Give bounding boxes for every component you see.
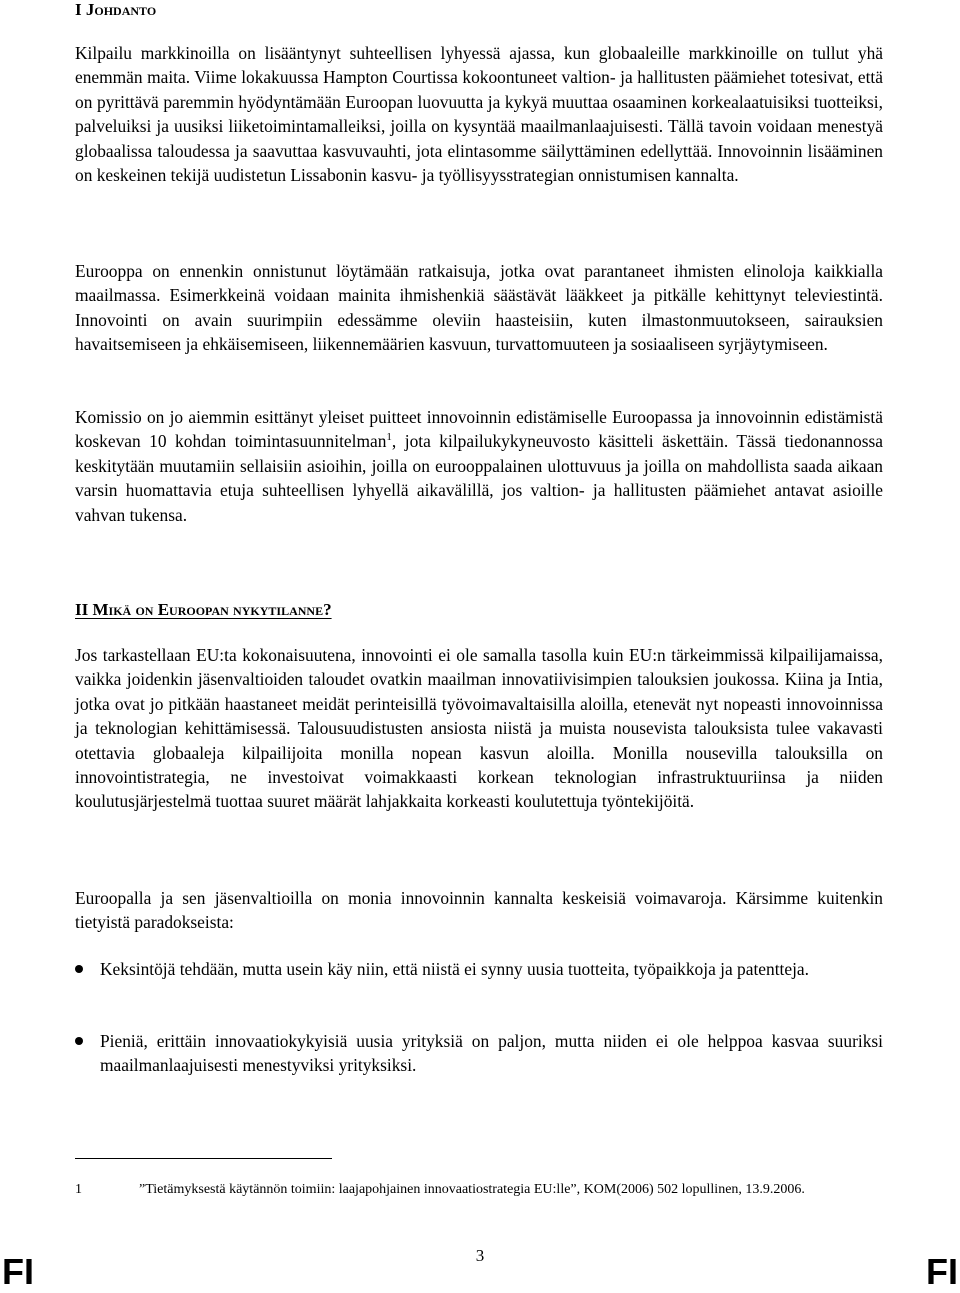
page-number: 3: [475, 1246, 485, 1265]
bullet-list-item-2: [75, 1029, 883, 1078]
footnote-divider: [75, 1158, 332, 1159]
bullet-text: Pieniä, erittäin innovaatiokykyisiä uusia yrityksiä on paljon, mutta niiden ei ole helppoa kasvaa suuriksi maailmanlaajuisesti menestyviksi yrityksiksi.: [100, 1031, 883, 1076]
paragraph-5: Euroopalla ja sen jäsenvaltioilla on monia innovoinnin kannalta keskeisiä voimavaroja. Kärsimme kuitenkin tietyistä paradokseista:: [75, 888, 883, 933]
language-code-right: FI: [926, 1251, 958, 1292]
bullet-icon: [75, 965, 83, 973]
bullet-list-item-1: [75, 957, 883, 981]
paragraph-3: [75, 405, 883, 527]
bullet-icon: [75, 1037, 83, 1045]
language-code-left: FI: [2, 1251, 34, 1292]
paragraph-3-text-before: Komissio on jo aiemmin esittänyt yleiset puitteet innovoinnin edistämiselle Euroopassa ja innovoinnin edistämistä koskevan 10 kohdan toimintasuunnitelman: [75, 407, 883, 452]
section-heading-intro: I Johdanto: [75, 0, 157, 19]
paragraph-1: Kilpailu markkinoilla on lisääntynyt suhteellisen lyhyessä ajassa, kun globaaleille markkinoille on tullut yhä enemmän maita. Viime lokakuussa Hampton Courtissa kokoontuneet valtion- ja hallitusten päämiehet totesivat, että on pyrittävä paremmin hyödyntämään Euroopan luovuutta ja kykyä muuttaa osaaminen korkealaatuisiksi tuotteiksi, palveluiksi ja uusiksi liiketoimintamalleiksi, joilla on kysyntää maailmanlaajuisesti. Tällä tavoin voidaan menestyä globaalissa taloudessa ja saavuttaa kasvuvauhti, jota elintasomme säilyttäminen edellyttää. Innovoinnin lisääminen on keskeinen tekijä uudistetun Lissabonin kasvu- ja työllisyysstrategian onnistumisen kannalta.: [75, 43, 883, 186]
list-item: [75, 957, 883, 981]
paragraph-4: Jos tarkastellaan EU:ta kokonaisuutena, innovointi ei ole samalla tasolla kuin EU:n tärkeimmissä kilpailijamaissa, vaikka joidenkin jäsenvaltioiden taloudet ovatkin maailman innovatiivisimpien talouksien joukossa. Kiina ja Intia, jotka ovat jo pitkään haastaneet meidät perinteisillä työvoimavaltaisilla aloilla, etenevät nyt nopeasti innovoinnissa ja teknologian kehittämisessä. Talousuudistusten ansiosta niistä ja muista nousevista talouksista tulee vakavasti otettavia globaaleja kilpailijoita monilla nopean kasvun aloilla. Monilla nousevilla talouksilla on innovointistrategia, ne investoivat voimakkaasti korkean teknologian infrastruktuuriinsa ja niiden koulutusjärjestelmä tuottaa suuret määrät lahjakkaita korkeasti koulutettuja työntekijöitä.: [75, 645, 883, 812]
bullet-text: Keksintöjä tehdään, mutta usein käy niin, että niistä ei synny uusia tuotteita, työpaikkoja ja patentteja.: [100, 959, 809, 979]
paragraph-2: Eurooppa on ennenkin onnistunut löytämään ratkaisuja, jotka ovat parantaneet ihmisten elinoloja kaikkialla maailmassa. Esimerkkeinä voidaan mainita ihmishenkiä säästävät lääkkeet ja pitkälle kehittynyt televiestintä. Innovointi on avain suurimpiin edessämme oleviin haasteisiin, kuten ilmastonmuutokseen, sairauksien havaitsemiseen ja ehkäisemiseen, liikennemäärien kasvuun, turvattomuuteen ja sosiaaliseen syrjäytymiseen.: [75, 261, 883, 355]
footnote-reference[interactable]: 1: [386, 431, 392, 444]
footnote: [75, 1180, 883, 1200]
footnote-text: ”Tietämyksestä käytännön toimiin: laajapohjainen innovaatiostrategia EU:lle”, KOM(2006) 502 lopullinen, 13.9.2006.: [139, 1182, 805, 1197]
paragraph-3-text-after: , jota kilpailukykyneuvosto käsitteli äskettäin. Tässä tiedonannossa keskitytään muutamiin sellaisiin asioihin, joilla on eurooppalainen ulottuvuus ja joilla on mahdollista saada aikaan varsin huomattavia etuja suhteellisen lyhyellä aikavälillä, jos valtion- ja hallitusten päämiehet antavat asioille vahvan tukensa.: [75, 431, 883, 525]
section-heading-current-state: II Mikä on Euroopan nykytilanne?: [75, 600, 332, 619]
footnote-number: 1: [75, 1182, 82, 1197]
list-item: [75, 1029, 883, 1078]
